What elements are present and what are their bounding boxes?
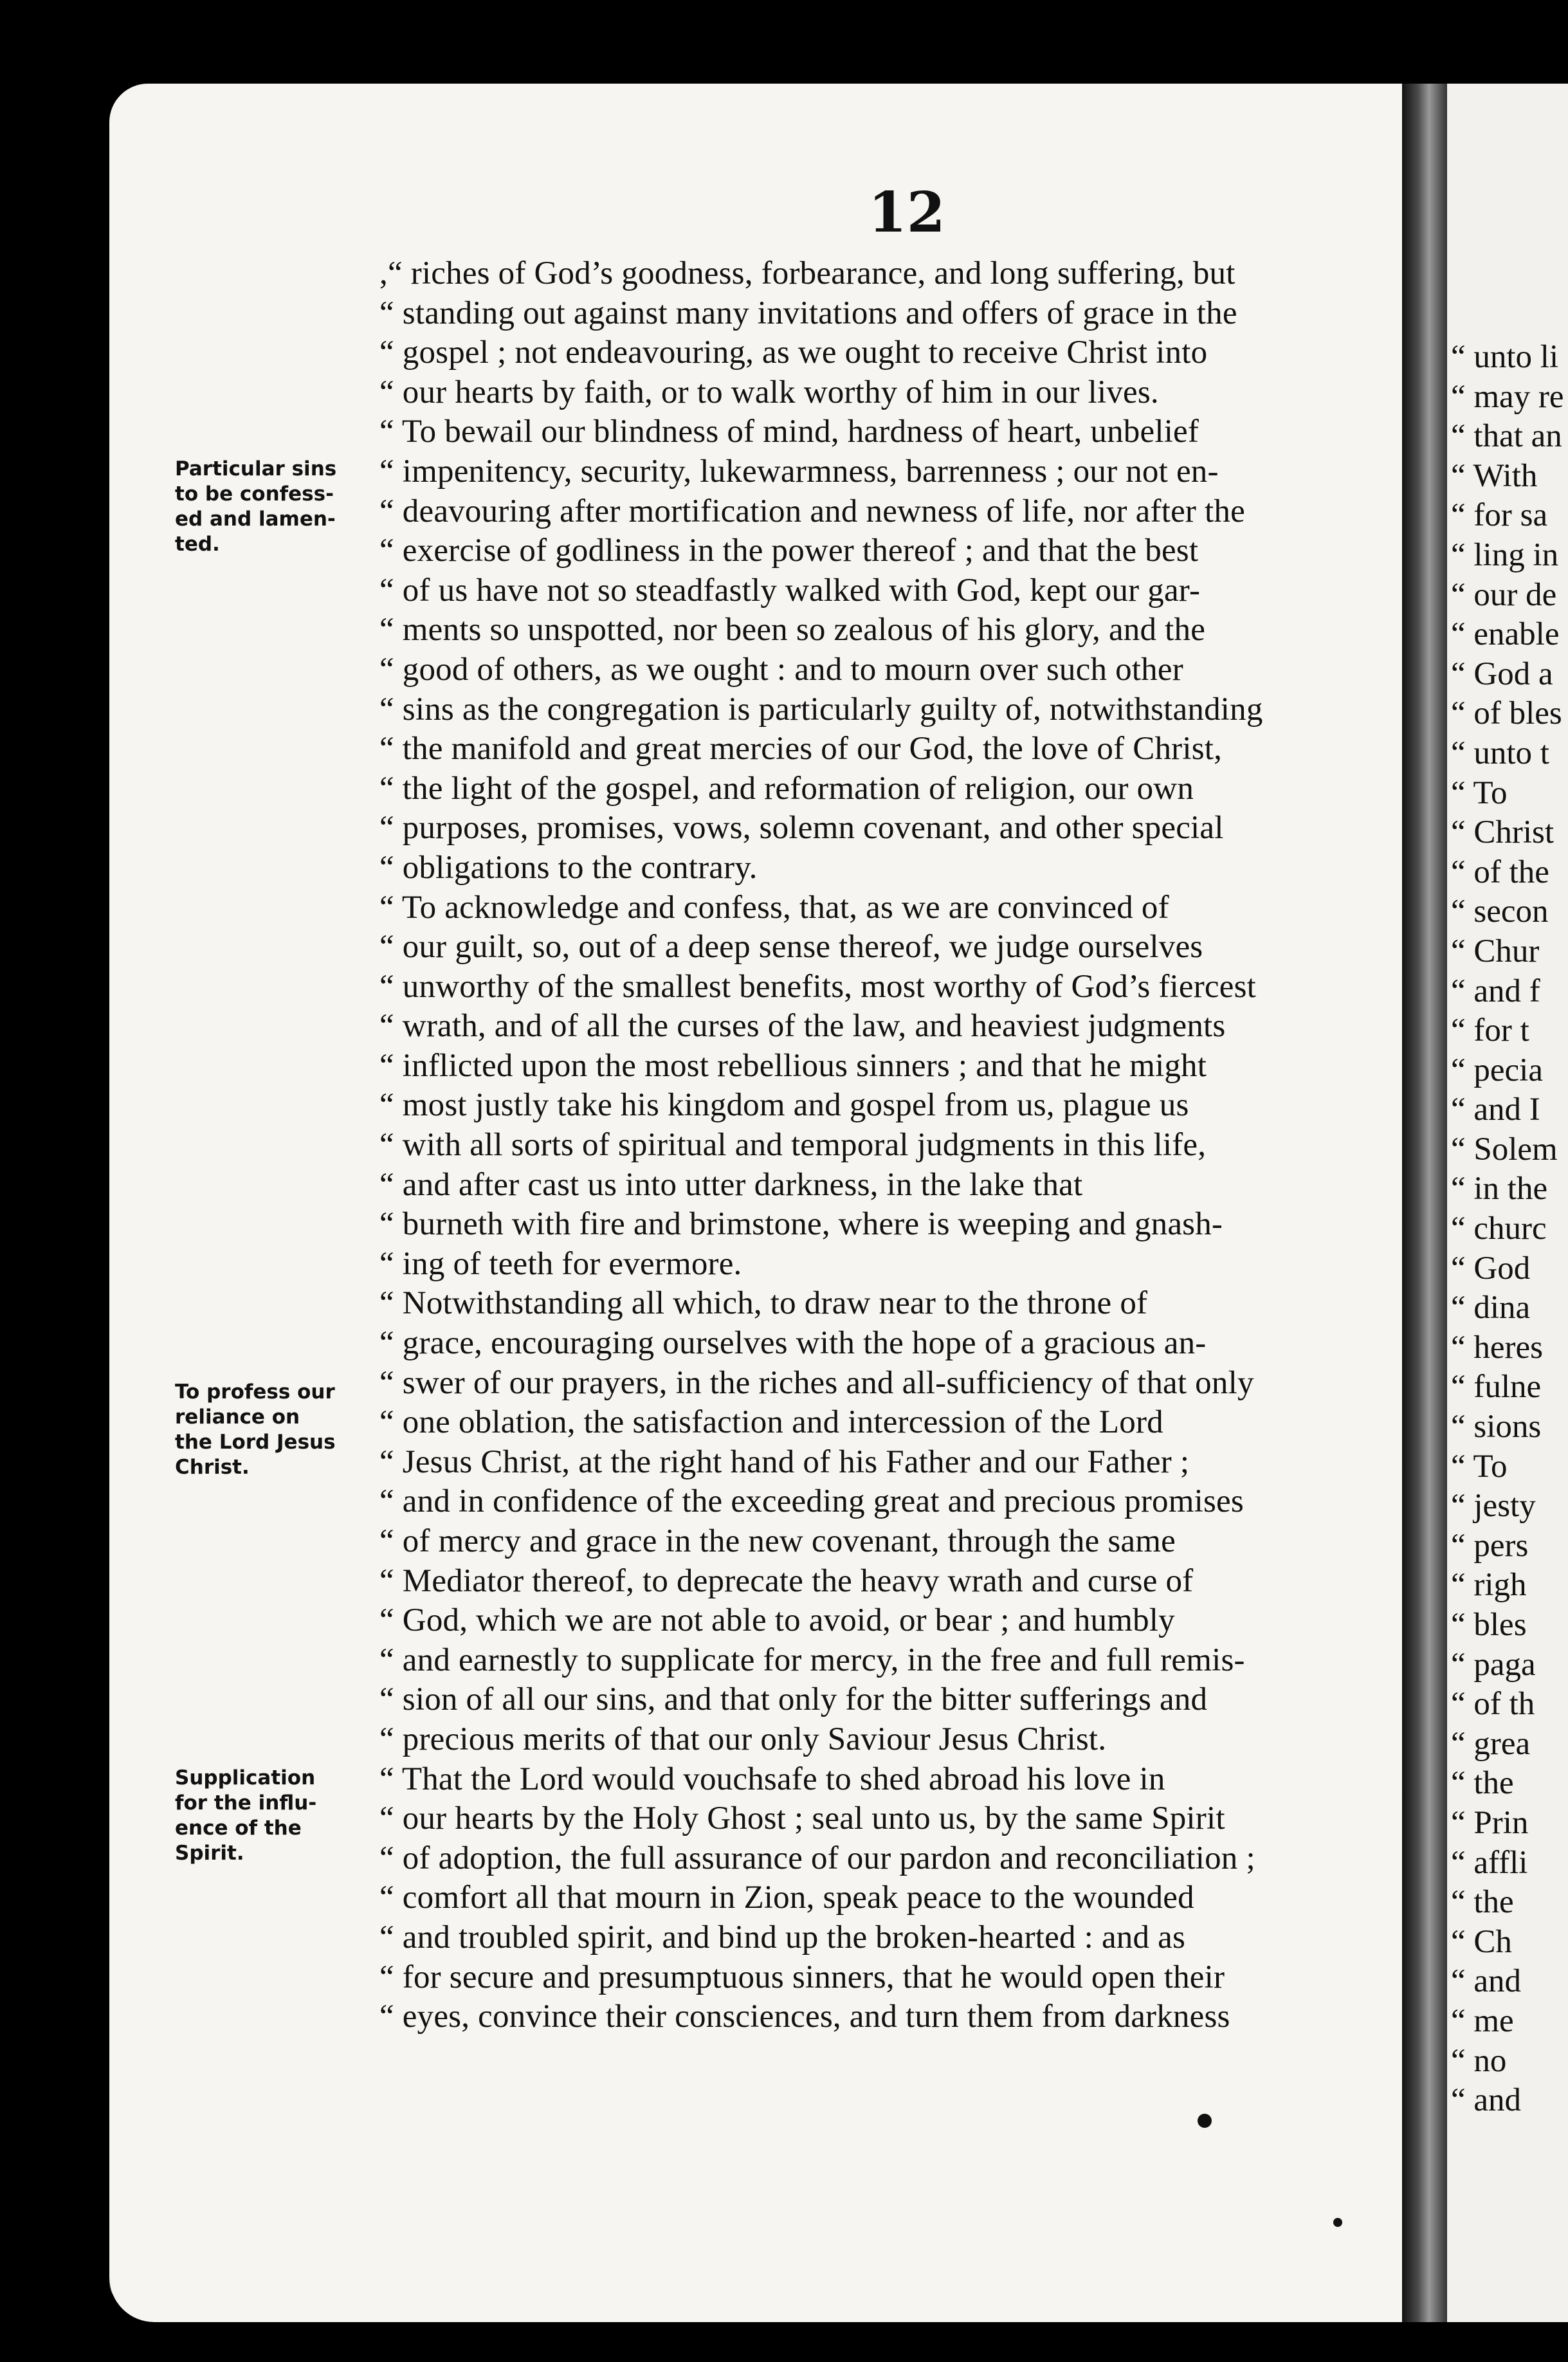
facing-text-line: “ ling in (1451, 536, 1559, 573)
facing-text-line: “ the (1451, 1765, 1514, 1802)
text-line: “ our guilt, so, out of a deep sense thereof, we judge ourselves (379, 929, 1203, 966)
facing-text-line: “ for sa (1451, 497, 1548, 534)
text-line: “ good of others, as we ought : and to mourn over such other (379, 651, 1183, 688)
facing-text-line: “ of bles (1451, 695, 1562, 732)
text-line: “ sins as the congregation is particularly guilty of, notwithstanding (379, 691, 1263, 728)
text-line: “ exercise of godliness in the power thereof ; and that the best (379, 533, 1199, 569)
facing-text-line: “ Chur (1451, 933, 1540, 969)
text-line: “ To acknowledge and confess, that, as we are convinced of (379, 889, 1169, 926)
facing-text-line: “ grea (1451, 1725, 1531, 1762)
text-line: “ the manifold and great mercies of our God, the love of Christ, (379, 731, 1223, 767)
text-line: “ deavouring after mortification and newness of life, nor after the (379, 493, 1245, 529)
ink-dot (1198, 2114, 1212, 2128)
facing-text-line: “ pers (1451, 1527, 1529, 1564)
book-gutter (1402, 84, 1447, 2322)
facing-text-line: “ righ (1451, 1567, 1527, 1604)
text-line: “ unworthy of the smallest benefits, most worthy of God’s fiercest (379, 968, 1257, 1005)
text-line: “ ments so unspotted, nor been so zealous of his glory, and the (379, 612, 1206, 648)
text-line: “ God, which we are not able to avoid, or bear ; and humbly (379, 1602, 1175, 1639)
margin-note-sins: Particular sins to be confess- ed and lamen- ted. (175, 457, 337, 556)
text-line: “ inflicted upon the most rebellious sinners ; and that he might (379, 1047, 1207, 1084)
text-line: “ standing out against many invitations and offers of grace in the (379, 295, 1237, 331)
text-line: “ purposes, promises, vows, solemn covenant, and other special (379, 810, 1224, 847)
facing-text-line: “ fulne (1451, 1369, 1542, 1405)
facing-text-line: “ Solem (1451, 1131, 1558, 1167)
facing-text-line: “ paga (1451, 1646, 1536, 1683)
text-line: “ obligations to the contrary. (379, 849, 758, 886)
text-line: “ ing of teeth for evermore. (379, 1245, 742, 1282)
text-line: “ for secure and presumptuous sinners, that he would open their (379, 1959, 1225, 1995)
text-line: “ grace, encouraging ourselves with the hope of a gracious an- (379, 1325, 1207, 1362)
text-line: “ and in confidence of the exceeding great and precious promises (379, 1483, 1244, 1520)
text-line: “ gospel ; not endeavouring, as we ought to receive Christ into (379, 334, 1208, 371)
facing-page (1447, 84, 1568, 2322)
facing-text-line: “ God (1451, 1250, 1531, 1286)
text-line: “ and troubled spirit, and bind up the broken-hearted : and as (379, 1919, 1186, 1955)
margin-note-supplication: Supplication for the influ- ence of the Spirit. (175, 1766, 317, 1865)
facing-text-line: “ Prin (1451, 1804, 1529, 1841)
text-line: “ burneth with fire and brimstone, where is weeping and gnash- (379, 1206, 1223, 1243)
facing-text-line: “ heres (1451, 1329, 1543, 1366)
text-line: “ our hearts by the Holy Ghost ; seal unto us, by the same Spirit (379, 1800, 1225, 1837)
facing-text-line: “ sions (1451, 1409, 1542, 1445)
facing-text-line: “ jesty (1451, 1488, 1536, 1524)
facing-text-line: “ that an (1451, 418, 1562, 455)
text-line: “ That the Lord would vouchsafe to shed abroad his love in (379, 1761, 1165, 1797)
facing-text-line: “ affli (1451, 1844, 1528, 1881)
facing-text-line: “ the (1451, 1884, 1514, 1921)
facing-text-line: “ unto t (1451, 735, 1549, 771)
facing-text-line: “ Ch (1451, 1923, 1512, 1960)
facing-text-line: “ unto li (1451, 339, 1559, 375)
text-line: “ most justly take his kingdom and gospel from us, plague us (379, 1087, 1189, 1124)
text-line: “ comfort all that mourn in Zion, speak peace to the wounded (379, 1880, 1194, 1916)
facing-text-line: “ enable (1451, 616, 1560, 653)
facing-text-line: “ and f (1451, 973, 1540, 1009)
facing-text-line: “ no (1451, 2042, 1507, 2079)
text-line: “ and earnestly to supplicate for mercy, in the free and full remis- (379, 1642, 1245, 1678)
facing-text-line: “ dina (1451, 1290, 1531, 1326)
text-line: “ Mediator thereof, to deprecate the heavy wrath and curse of (379, 1562, 1194, 1599)
text-line: “ swer of our prayers, in the riches and all-sufficiency of that only (379, 1364, 1254, 1401)
facing-text-line: “ churc (1451, 1211, 1547, 1247)
text-line: ,“ riches of God’s goodness, forbearance, and long suffering, but (379, 255, 1235, 291)
ink-dot (1333, 2218, 1342, 2227)
text-line: “ Notwithstanding all which, to draw near to the throne of (379, 1285, 1148, 1322)
facing-text-line: “ our de (1451, 576, 1557, 613)
facing-text-line: “ of th (1451, 1686, 1535, 1723)
text-line: “ precious merits of that our only Saviour Jesus Christ. (379, 1721, 1107, 1757)
facing-text-line: “ for t (1451, 1012, 1529, 1049)
page-number: 12 (868, 180, 945, 245)
text-line: “ sion of all our sins, and that only for the bitter sufferings and (379, 1681, 1208, 1718)
facing-text-line: “ and (1451, 2082, 1522, 2119)
text-line: “ Jesus Christ, at the right hand of his Father and our Father ; (379, 1443, 1190, 1480)
text-line: “ the light of the gospel, and reformation of religion, our own (379, 770, 1194, 807)
text-line: “ eyes, convince their consciences, and turn them from darkness (379, 1999, 1230, 2035)
text-line: “ To bewail our blindness of mind, hardness of heart, unbelief (379, 414, 1199, 450)
text-line: “ our hearts by faith, or to walk worthy of him in our lives. (379, 374, 1159, 410)
facing-text-line: “ of the (1451, 854, 1549, 890)
text-line: “ with all sorts of spiritual and temporal judgments in this life, (379, 1127, 1207, 1164)
body-text (379, 254, 1408, 2037)
facing-text-line: “ Christ (1451, 814, 1554, 851)
text-line: “ of adoption, the full assurance of our pardon and reconciliation ; (379, 1840, 1255, 1876)
facing-text-line: “ To (1451, 1448, 1508, 1485)
facing-page-text (1447, 338, 1568, 2121)
facing-text-line: “ God a (1451, 655, 1553, 692)
text-line: “ one oblation, the satisfaction and intercession of the Lord (379, 1404, 1163, 1441)
text-line: “ of us have not so steadfastly walked with God, kept our gar- (379, 572, 1201, 609)
margin-note-profess: To profess our reliance on the Lord Jesus Christ. (175, 1380, 336, 1479)
facing-text-line: “ me (1451, 2002, 1514, 2039)
text-line: “ wrath, and of all the curses of the law, and heaviest judgments (379, 1008, 1226, 1045)
facing-text-line: “ bles (1451, 1607, 1527, 1643)
facing-text-line: “ secon (1451, 893, 1549, 930)
facing-text-line: “ pecia (1451, 1052, 1543, 1088)
text-line: “ impenitency, security, lukewarmness, barrenness ; our not en- (379, 453, 1219, 490)
facing-text-line: “ and (1451, 1963, 1522, 2000)
facing-text-line: “ in the (1451, 1171, 1548, 1207)
facing-text-line: “ and I (1451, 1092, 1540, 1128)
text-line: “ of mercy and grace in the new covenant, through the same (379, 1523, 1176, 1559)
text-line: “ and after cast us into utter darkness, in the lake that (379, 1166, 1083, 1203)
facing-text-line: “ With (1451, 457, 1538, 494)
facing-text-line: “ may re (1451, 378, 1564, 415)
facing-text-line: “ To (1451, 774, 1508, 811)
